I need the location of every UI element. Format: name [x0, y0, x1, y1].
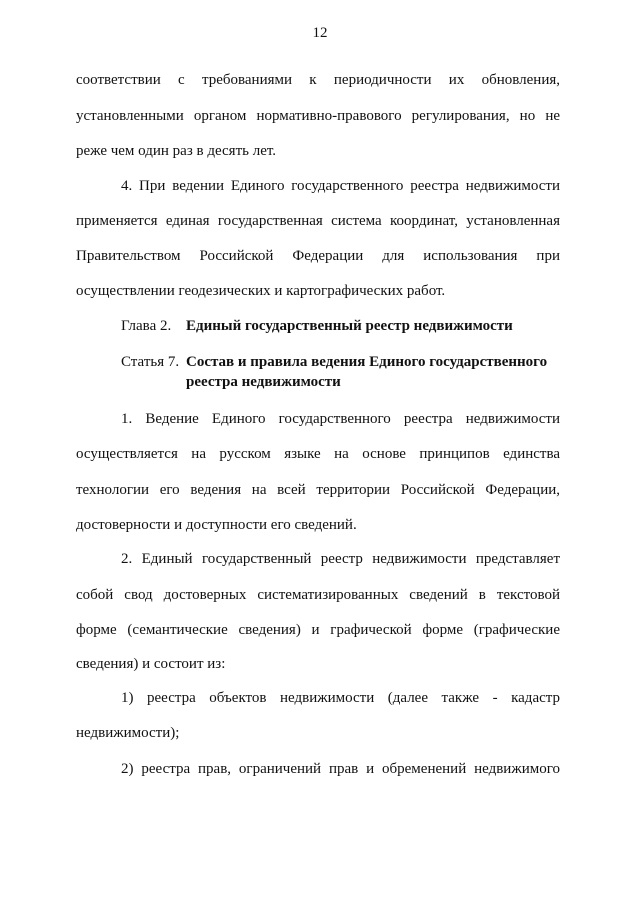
paragraph-line: 2. Единый государственный реестр недвижимости представляет [121, 551, 560, 567]
paragraph-line: сведения) и состоит из: [76, 656, 226, 672]
paragraph-line: соответствии с требованиями к периодичности их обновления, [76, 72, 560, 88]
paragraph-line: применяется единая государственная система координат, установленная [76, 213, 560, 229]
paragraph-line: достоверности и доступности его сведений. [76, 517, 357, 533]
paragraph-line: установленными органом нормативно-правового регулирования, но не [76, 108, 560, 124]
paragraph-line: форме (семантические сведения) и графической форме (графические [76, 622, 560, 638]
article-title-line: Состав и правила ведения Единого государственного [186, 354, 548, 370]
paragraph-line: реже чем один раз в десять лет. [76, 143, 277, 159]
chapter-heading [121, 317, 513, 335]
paragraph-line: технологии его ведения на всей территории Российской Федерации, [76, 482, 560, 498]
paragraph-line: Правительством Российской Федерации для использования при [76, 248, 560, 264]
paragraph-line: 1. Ведение Единого государственного реестра недвижимости [121, 411, 560, 427]
chapter-number: Глава 2. [121, 318, 172, 334]
paragraph-line: собой свод достоверных систематизированных сведений в текстовой [76, 587, 560, 603]
chapter-title: Единый государственный реестр недвижимости [186, 318, 513, 334]
page-number: 12 [312, 25, 328, 41]
article-number: Статья 7. [121, 354, 180, 370]
article-heading [121, 353, 547, 371]
list-item-line: недвижимости); [76, 725, 180, 741]
paragraph-line: осуществлении геодезических и картографических работ. [76, 283, 446, 299]
list-item-line: 2) реестра прав, ограничений прав и обременений недвижимого [121, 761, 560, 777]
list-item-line: 1) реестра объектов недвижимости (далее также - кадастр [121, 690, 560, 706]
paragraph-line: осуществляется на русском языке на основе принципов единства [76, 446, 560, 462]
article-title-line: реестра недвижимости [186, 374, 341, 390]
paragraph-line: 4. При ведении Единого государственного реестра недвижимости [121, 178, 560, 194]
